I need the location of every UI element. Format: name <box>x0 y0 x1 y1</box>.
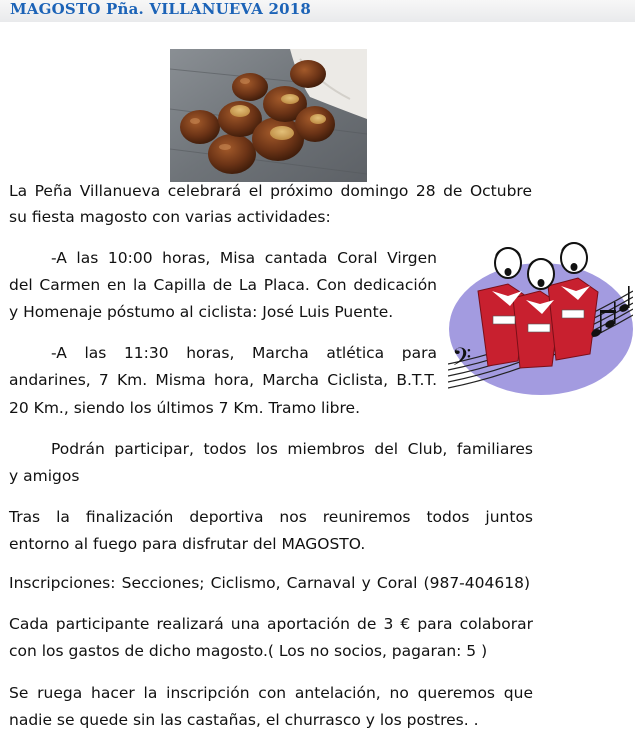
choir-singers-icon <box>448 236 633 398</box>
tras-line-1: Tras la finalización deportiva nos reuniremos todos juntos <box>9 508 533 526</box>
ruega-line-2: nadie se quede sin las castañas, el churrasco y los postres. . <box>9 711 479 729</box>
choir-illustration <box>448 236 633 398</box>
misa-line-2: del Carmen en la Capilla de La Placa. Con dedicación <box>9 276 437 294</box>
cada-line-1: Cada participante realizará una aportación de 3 € para colaborar <box>9 615 533 633</box>
title-bar <box>0 0 635 22</box>
intro-line-1: La Peña Villanueva celebrará el próximo domingo 28 de Octubre <box>9 182 532 200</box>
ruega-line-1: Se ruega hacer la inscripción con antelación, no queremos que <box>9 684 533 702</box>
misa-line-3: y Homenaje póstumo al ciclista: José Luis Puente. <box>9 303 394 321</box>
page-title: MAGOSTO Pña. VILLANUEVA 2018 <box>10 0 312 18</box>
participar-line-1: Podrán participar, todos los miembros del Club, familiares <box>51 440 533 458</box>
cada-line-2: con los gastos de dicho magosto.( Los no socios, pagaran: 5 ) <box>9 642 488 660</box>
inscripciones-line: Inscripciones: Secciones; Ciclismo, Carnaval y Coral (987-404618) <box>9 574 530 592</box>
misa-line-1: -A las 10:00 horas, Misa cantada Coral Virgen <box>51 249 437 267</box>
participar-line-2: y amigos <box>9 467 80 485</box>
chestnuts-illustration <box>170 49 367 182</box>
tras-line-2: entorno al fuego para disfrutar del MAGOSTO. <box>9 535 366 553</box>
marcha-line-3: 20 Km., siendo los últimos 7 Km. Tramo libre. <box>9 399 360 417</box>
marcha-line-2: andarines, 7 Km. Misma hora, Marcha Ciclista, B.T.T. <box>9 371 437 389</box>
chestnuts-photo <box>170 49 367 182</box>
marcha-line-1: -A las 11:30 horas, Marcha atlética para <box>51 344 437 362</box>
intro-line-2: su fiesta magosto con varias actividades: <box>9 208 331 226</box>
svg-text:𝄢: 𝄢 <box>452 343 472 378</box>
